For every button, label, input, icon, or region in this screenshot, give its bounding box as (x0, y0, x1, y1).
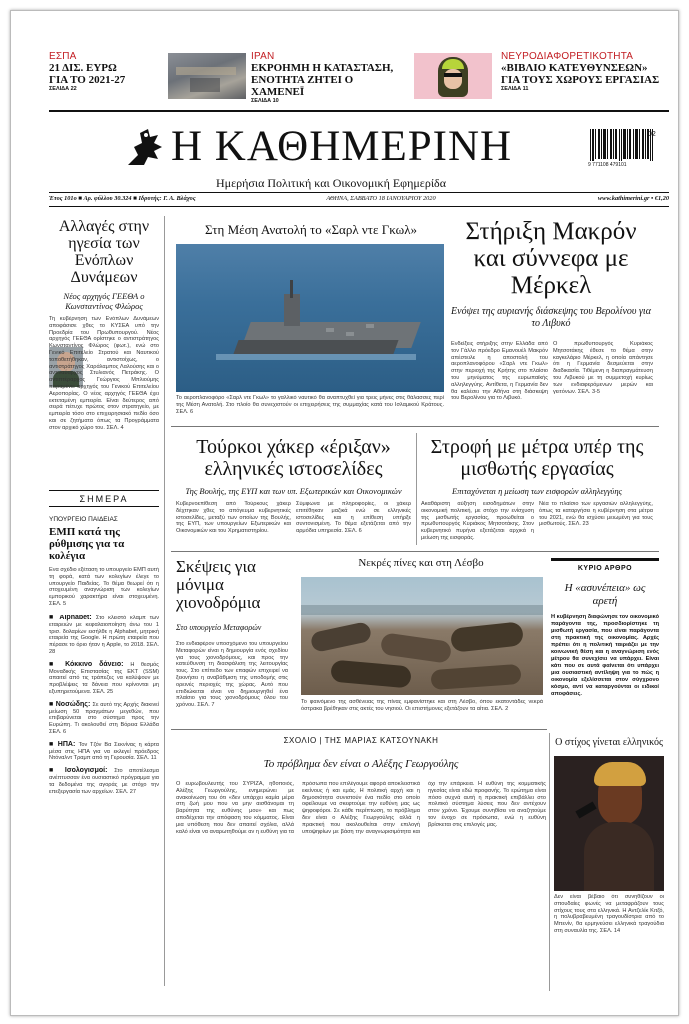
dateline-right: www.kathimerini.gr • €1,20 (597, 195, 669, 202)
macron-deck: Ενόψει της αυριανής διάσκεψης του Βερολίνου για το Λιβυκό (451, 306, 651, 329)
teaser-title: ΓΙΑ ΤΟΥΣ ΧΩΡΟΥΣ ΕΡΓΑΣΙΑΣ (501, 74, 660, 86)
divider (171, 426, 659, 427)
editorial-body: Η κυβέρνηση διαφώνησε τον οικονομικό παράγοντα της, προσδιορίστηκε τη μισθωτή εργασία, που είναι παράγοντα στη πρακτική της οικονομίας. Αρχές πρέπει ότι η πολιτική ταιριάζει με την κοινωνική θέση και η αναγνώριση ενός μέτρου θα συνεχίσει να υπάρχει. Είναι κάτι που σε αυτά φαίνεται ότι υπάρχει μια ουσιαστική αντίληψη για το πώς η οικονομία εξελίσσεται στον σύγχρονο κόσμο, αντί να καταργούνται οι ειδικοί αποφάσεις. (551, 614, 659, 697)
left-deck: Νέος αρχηγός ΓΕΕΘΑ ο Κωνσταντίνος Φλώρος (63, 291, 145, 311)
salary-deck: Επιταχύνεται η μείωση των εισφορών αλληλεγγύης (452, 486, 622, 496)
lesvos-kicker[interactable]: Νεκρές πίνες και στη Λέσβο (358, 557, 484, 569)
teaser-title: 21 ΔΙΣ. ΕΥΡΩ (49, 62, 117, 74)
hackers-headline[interactable]: Τούρκοι χάκερ «έριξαν» ελληνικές ιστοσελίδες (196, 436, 391, 480)
teaser-kicker: ΝΕΥΡΟΔΙΑΦΟΡΕΤΙΚΟΤΗΤΑ (501, 51, 634, 62)
news-brief[interactable] (49, 768, 159, 795)
aircraft-carrier-photo (176, 244, 444, 392)
news-brief[interactable] (49, 615, 159, 656)
divider (49, 110, 669, 112)
singer-caption: Δεν είναι βέβαιο ότι συνηθίζουν οι σπουδαίες φωνές να μεταφράζουν τους στίχους τους στα ελληνικά. Η Αντζελίκ Κιτζό, η πολυβραβευμένη τραγουδίστρια από το Μπενίν, θα ερμηνεύσει ελληνικά τραγούδια στη συναυλία της. ΣΕΛ. 14 (554, 894, 664, 934)
hackers-body-2: Σύμφωνα με πληροφορίες, οι χάκερ επιτέθηκαν μαζικά ενώ σε ελληνικές ιστοσελίδες και η επίθεση υπήρξε συντονισμένη. Το θέμα εξετάζεται από την αρμόδια υπηρεσία. ΣΕΛ. 6 (296, 501, 411, 535)
kathimerini-logo-icon (124, 125, 166, 169)
ski-body: Στο ενδιαφέρον υποσχόμενο του υπουργείου Μεταφορών είναι η δημιουργία ενός σχεδίου για τους χιονοδρόμους, και προς την κατεύθυνση τη διασφάλιση της λειτουργίας τους. Στο επίπεδο των επαφών επιχειρεί να ξεκινήσει η αναβάθμιση της υποδομής στις ορεινές περιοχές της χώρας. Αυτό που επιδιώκεται είναι να δημιουργηθεί ένα πλαίσιο για τους χιονοδρόμους όλου του χρόνου. ΣΕΛ. 7 (176, 641, 288, 709)
news-brief-text: Στο κλειστό κλαμπ των εταιρειών με κεφαλαιοποίηση άνω του 1 τρισ. δολαρίων εισήλθε η Alphabet, μητρική εταιρεία της Google. Η πρώτη εταιρεία που πέρασε το όριο ήταν η Apple, το 2018. ΣΕΛ. 28 (49, 615, 159, 655)
macron-body-2: Ο πρωθυπουργός Κυριάκος Μητσοτάκης έθεσε το θέμα στην καγκελάριο Μέρκελ, η οποία απάντησε ότι η Γερμανία δεσμεύεται στην διαδικασία. Τιθέμενη η διαπραγμάτευση του Λιβυκού με τη συμμετοχή κυρίως των ενδιαφερόμενων μερών και γειτόνων. ΣΕΛ. 3-5 (553, 341, 653, 395)
dead-shells-photo (301, 577, 543, 695)
news-brief-title: ■ ΗΠΑ: (49, 740, 79, 748)
news-brief-text: Στο αποτέλεσμα ανέπτυσσαν ένα ουσιαστικό πρόγραμμα για τα δεδομένα της αγοράς με στόχο την επεξεργασία των αρχείων. ΣΕΛ. 27 (49, 768, 159, 795)
macron-headline[interactable]: Στήριξη Μακρόν και σύννεφα με Μέρκελ (465, 218, 637, 299)
newspaper-front-page (10, 10, 679, 1016)
column-divider (549, 733, 550, 991)
teaser-page: ΣΕΛΙΔΑ 11 (501, 86, 529, 92)
teaser-espa[interactable] (49, 51, 159, 92)
simera-label: ΣΗΜΕΡΑ (79, 494, 129, 504)
column-body: Ο ευρωβουλευτής του ΣΥΡΙΖΑ, ηθοποιός, Αλέξης Γεωργούλης, ενημερώνει με ανακοίνωση του ότι «δεν υπάρχει καμία μέρα στη ζωή μου που να μην αισθάνομαι τη βαρύτητα της ευθύνης μου» και πως αποδέχεται την απόφαση του κόμματος. Είναι μια υπόθεση που δεν απαιτεί σχόλια, αλλά καλό είναι να αναρωτηθούμε αν η ευθύνη για τα πρόσωπα που επιλέγουμε αφορά αποκλειστικά εκείνους ή και εμάς. Η πολιτική αρχή και η δημοσιότητα συνιστούν ένα πεδίο στο οποίο οφείλουμε να σκεφτούμε την ευθύνη μας ως ψηφοφόροι. Σε κάθε περίπτωση, το πρόβλημα δεν είναι ο Αλέξης Γεωργούλης αλλά η πρακτική που ακολουθείται στην επιλογή υποψηφίων με βάση την αναγνωρισιμότητα και όχι την επάρκεια. Η ευθύνη της κομματικής ηγεσίας είναι εδώ προφανής. Το ερώτημα είναι πόσο συχνά αυτή η πρακτική επιβάλλει στο πολιτικό σύστημα λύσεις που δεν αντέχουν στον χρόνο. Έχουμε συνηθίσει να αναζητούμε τον ένοχο σε πρόσωπα, ενώ η ευθύνη βρίσκεται στις επιλογές μας. (176, 781, 546, 835)
teaser-title: ΓΙΑ ΤΟ 2021-27 (49, 74, 126, 86)
news-briefs (49, 615, 159, 990)
news-brief[interactable] (49, 742, 159, 762)
divider (49, 206, 669, 207)
teaser-kicker: ΙΡΑΝ (251, 51, 275, 62)
editorial-label: ΚΥΡΙΟ ΑΡΘΡΟ (577, 565, 633, 572)
barcode-number: 9 771108 479101 (588, 162, 627, 168)
news-brief[interactable] (49, 662, 159, 696)
top-story-kicker[interactable]: Στη Μέση Ανατολή το «Σαρλ ντε Γκωλ» (204, 222, 418, 237)
emp-body: Ενα σχέδιο εξέταση το υπουργείο ΕΜΠ αυτή τη φορά, κατά των κολεγίων έλεγε το υπουργείο Παιδείας. Το θέμα θεωρεί ότι η στοχευμένη αναγνώριση των κολεγίων εμπορικού χαρακτήρα είναι στοχευμένη. ΣΕΛ. 5 (49, 567, 159, 607)
news-brief-text: Η θεσμός Μοναδικής Επιστασίας της ΕΚΤ (SSM) απαιτεί από τις τράπεζες να καλύψουν με προβλέψεις τα δάνεια που κρίνονται μη εξυπηρετούμενα. ΣΕΛ. 25 (49, 661, 159, 695)
news-brief-text: Σε αυτό της Αρχής διακινεί μείωση 50 πραγμάτων μεγεθών, που επιβαρύνεται στο σύστημα προς την Ευρώπη. Τι ακολουθεί στη Βόρεια Ελλάδα ΣΕΛ. 6 (49, 701, 159, 735)
teaser-iran[interactable] (251, 51, 406, 104)
teaser-neuro[interactable] (501, 51, 666, 92)
singer-kicker[interactable]: Ο στίχος γίνεται ελληνικός (555, 737, 663, 748)
editorial-box (551, 558, 659, 728)
divider (49, 192, 669, 193)
teaser-page: ΣΕΛΙΔΑ 10 (251, 98, 279, 104)
billie-eilish-photo (414, 53, 492, 99)
dateline-left: Έτος 101ο ■ Αρ. φύλλου 30.324 ■ Ιδρυτής: Γ. Α. Βλάχος (49, 195, 196, 202)
teaser-page: ΣΕΛΙΔΑ 22 (49, 86, 77, 92)
divider (171, 729, 547, 730)
singer-photo (554, 756, 664, 891)
salary-headline[interactable]: Στροφή με μέτρα υπέρ της μισθωτής εργασίας (430, 436, 644, 480)
hackers-body-1: Κυβερνοεπίθεση από Τούρκους χάκερ δέχτηκαν χθες το απόγευμα κυβερνητικές ιστοσελίδες, μεταξύ των οποίων της Βουλής, της ΕΥΠ, των υπουργείων Εξωτερικών και Οικονομικών και του Χρηματιστηρίου. (176, 501, 291, 535)
column-label: ΣΧΟΛΙΟ | ΤΗΣ ΜΑΡΙΑΣ ΚΑΤΣΟΥΝΑΚΗ (283, 736, 439, 745)
teaser-kicker: ΕΣΠΑ (49, 51, 77, 62)
salary-body-2: Νέα το πλαίσιο των εργασιών αλληλεγγύης, όπως τα καταργήσει η κυβέρνηση στα μέτρα του 2021, ενώ θα ισχύσει μειωμένη για τους μισθωτούς. ΣΕΛ. 23 (539, 501, 653, 528)
editorial-title[interactable]: Η «ασυνέπεια» ως αρετή (564, 582, 646, 607)
divider (171, 551, 659, 552)
news-brief[interactable] (49, 702, 159, 736)
left-body: Τη κυβέρνηση των Ενόπλων Δυνάμεων αποφάσισε χθες το ΚΥΣΕΑ υπό την Προεδρία του Πρωθυπουργού. Νέος αρχηγός ΓΕΕΘΑ ορίστηκε ο αντιστράτηγος Κωνσταντίνος Φλώρος (φωτ.), ενώ στο Γενικό Επιτελείο Στρατού και Ναυτικού τοποθετήθηκαν, αντιστοίχως, ο αντιστράτηγος Χαράλαμπος Λαλούσης και ο αντιναύαρχος Στυλιανός Πετράκης. Ο αντιπτέραρχος Γεώργιος Μπλιούμης παραμένει αρχηγός του Γενικού Επιτελείου Αεροπορίας. Ο νέος αρχηγός ΓΕΕΘΑ έχει εκτεταμένη εμπειρία. Είναι δεύτερος από σειρά πέτυχε πρώτος στον στρατηγείο, με εμπειρία τόσο στο επιχειρησιακό πεδίο όσο και σε ζητήματα όπως τα Προγράμματα στον αρχικό χώρο του. ΣΕΛ. 4 (49, 316, 159, 431)
column-divider (164, 216, 165, 986)
dateline-date: ΑΘΗΝΑ, ΣΑΒΒΑΤΟ 18 ΙΑΝΟΥΑΡΙΟΥ 2020 (326, 195, 436, 202)
masthead-subtitle: Ημερήσια Πολιτική και Οικονομική Εφημερίδα (215, 176, 447, 190)
news-brief-title: ■ Ισολογισμοί: (49, 767, 115, 775)
ski-deck: Στο υπουργείο Μεταφορών (176, 623, 262, 632)
teaser-title: «ΒΙΒΛΙΟ ΚΑΤΕΥΘΥΝΣΕΩΝ» (501, 62, 648, 74)
iran-crowd-photo (168, 53, 246, 99)
column-divider (416, 433, 417, 545)
news-brief-title: ■ Alphabet: (49, 615, 96, 621)
news-brief-title: ■ Κόκκινο δάνειο: (49, 660, 131, 668)
news-brief-title: ■ Νοσώδης: (49, 700, 93, 708)
masthead-title: Η ΚΑΘΗΜΕΡΙΝΗ (171, 123, 513, 170)
teaser-title: ΕΚΡΟΗΜΗ Η ΚΑΤΑΣΤΑΣΗ, (251, 62, 394, 74)
divider (49, 490, 159, 491)
news-brief-text: Τον Τζόν Βα Σεκνίνας η κάρτα μέσα στις ΗΠΑ για να εκλεγεί πρόεδρος Ντόναλντ Τραμπ από τη Γερουσία. ΣΕΛ. 11 (49, 741, 159, 762)
lesvos-caption: Το φαινόμενο της ασθένειας της πίνας εμφανίστηκε και στη Λέσβο, όπου εκατοντάδες νεκρά όστρακα βρέθηκαν στις ακτές του νησιού. Οι επιστήμονες εξετάζουν τα αίτια. ΣΕΛ. 2 (301, 699, 543, 712)
macron-body-1: Ενδείξεις στήριξης στην Ελλάδα από τον Γάλλο πρόεδρο Εμανουέλ Μακρόν απέστειλε η αποστολή του αεροπλανοφόρου «Σαρλ ντε Γκωλ» στην περιοχή της Κρήτης στο πλαίσιο του μηνύματος της ευρωπαϊκής αλληλεγγύης. Αντίθετα, η Γερμανία δεν θα καλέσει την Αθήνα στη διάσκεψη του Βερολίνου για το Λιβυκό. (451, 341, 548, 402)
salary-body-1: Ακαθάριστη αύξηση εισοδημάτων στην οικονομική πολιτική, με στόχο την ενίσχυση της μισθωτής εργασίας, προωθείται ο πρωθυπουργός Κυριάκος Μητσοτάκης. Στον κυβερνητικό πυρήνα εξετάζεται αρχικά η μείωση της εισφοράς. (421, 501, 534, 541)
top-story-caption: Το αεροπλανοφόρο «Σαρλ ντε Γκωλ» το γαλλικό ναυτικό θα αναπτυχθεί για τρεις μήνες στις θάλασσες περί της Μέση Ανατολή. Στο πλοίο θα συνεχιστούν οι επιχειρήσεις της συμμαχίας κατά του Ισλαμικού Κράτους. ΣΕΛ. 6 (176, 395, 444, 415)
issue-number: 02 (648, 131, 656, 138)
emp-headline[interactable]: ΕΜΠ κατά της ρύθμισης για τα κολέγια (49, 526, 125, 562)
divider (49, 506, 159, 507)
teaser-title: ΕΝΟΤΗΤΑ ΖΗΤΕΙ Ο ΧΑΜΕΝΕΪ (251, 74, 354, 98)
barcode (588, 129, 660, 171)
left-headline[interactable]: Αλλαγές στην ηγεσία των Ενόπλων Δυνάμεων (58, 218, 150, 286)
ski-headline[interactable]: Σκέψεις για μόνιμα χιονοδρόμια (176, 557, 261, 612)
section-label: ΥΠΟΥΡΓΕΙΟ ΠΑΙΔΕΙΑΣ (49, 516, 118, 523)
hackers-deck: Της Βουλής, της ΕΥΠ και των υπ. Εξωτερικών και Οικονομικών (185, 486, 402, 496)
column-title[interactable]: Το πρόβλημα δεν είναι ο Αλέξης Γεωργούλης (263, 758, 459, 770)
